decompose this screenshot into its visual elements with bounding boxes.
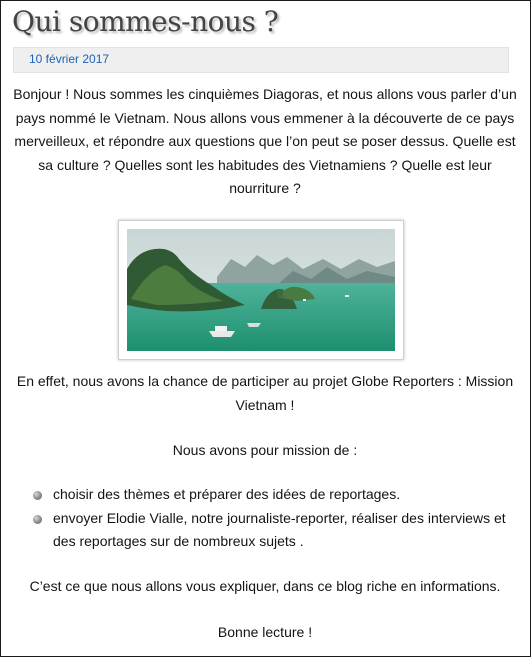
bullet-icon: [33, 491, 42, 500]
mission-list: [31, 483, 511, 554]
page-title: Qui sommes-nous ?: [12, 5, 279, 38]
post-date-bar: [13, 47, 509, 73]
closing-paragraph: Bonne lecture !: [217, 624, 313, 640]
explain-paragraph: C’est ce que nous allons vous expliquer, dans ce blog riche en informations.: [29, 578, 501, 594]
list-item: [31, 483, 511, 507]
list-item-text: envoyer Elodie Vialle, notre journaliste-reporter, réaliser des interviews et des reportages sur de nombreux sujets .: [53, 509, 506, 549]
intro-paragraph: Bonjour ! Nous sommes les cinquièmes Diagoras, et nous allons vous parler d’un pays nommé le Vietnam. Nous allons vous emmener à la découverte de ce pays merveilleux, et répondre aux questions que l’on peut se poser dessus. Quelle est sa culture ? Quelles sont les habitudes des Vietnamiens ? Quelle est leur nourriture ?: [13, 86, 517, 196]
project-paragraph: En effet, nous avons la chance de participer au projet Globe Reporters : Mission Vietnam !: [16, 373, 514, 413]
list-item-text: choisir des thèmes et préparer des idées de reportages.: [53, 486, 401, 502]
post-date: 10 février 2017: [29, 52, 110, 66]
mission-lead: Nous avons pour mission de :: [172, 442, 358, 458]
vietnam-photo: [118, 220, 404, 360]
landscape-image: [127, 229, 395, 351]
list-item: [31, 507, 511, 554]
bullet-icon: [33, 515, 42, 524]
